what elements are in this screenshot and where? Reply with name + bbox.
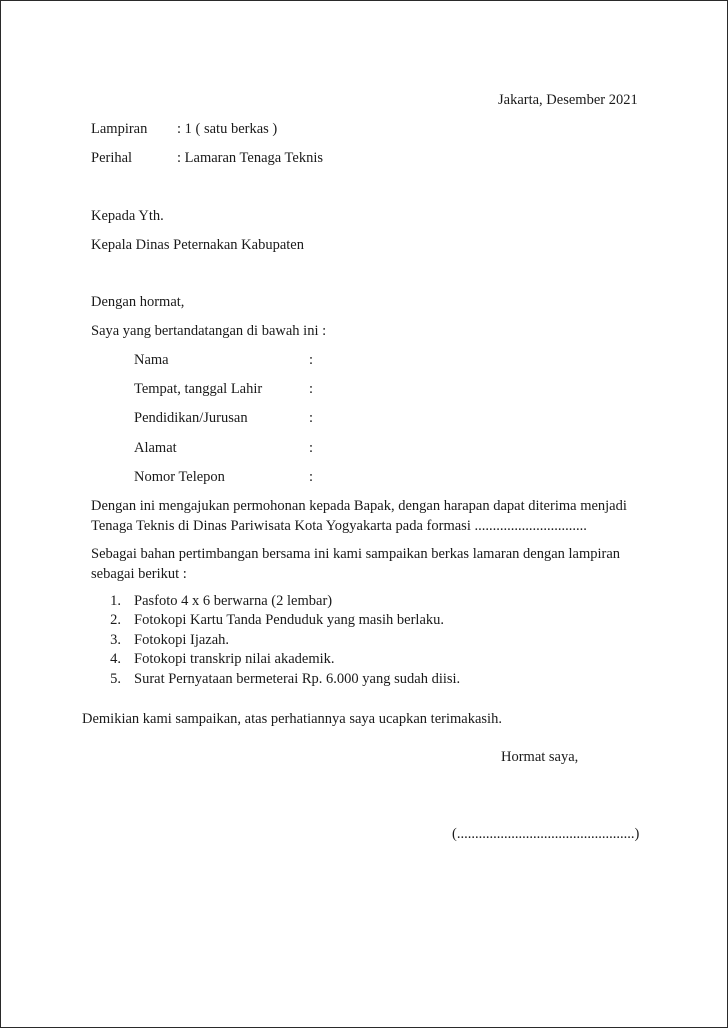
attachments-paragraph — [91, 544, 620, 584]
greeting: Dengan hormat, — [91, 294, 185, 310]
list-item: Fotokopi transkrip nilai akademik. — [134, 651, 335, 667]
application-paragraph — [91, 496, 627, 536]
recipient-name: Kepala Dinas Peternakan Kabupaten — [91, 237, 304, 253]
list-item: Pasfoto 4 x 6 berwarna (2 lembar) — [134, 593, 333, 609]
field-label-nama: Nama — [134, 352, 169, 368]
regards-text: Hormat saya, — [501, 749, 579, 765]
place-date: Jakarta, Desember 2021 — [498, 92, 638, 108]
list-number: 1. — [110, 593, 121, 609]
field-colon: : — [309, 410, 314, 426]
list-number: 2. — [110, 612, 121, 628]
closing-text: Demikian kami sampaikan, atas perhatiannya saya ucapkan terimakasih. — [82, 711, 502, 727]
paragraph-line: Tenaga Teknis di Dinas Pariwisata Kota Yogyakarta pada formasi ............................... — [91, 518, 587, 534]
list-number: 4. — [110, 651, 121, 667]
signature-line: (.................................................) — [452, 826, 640, 842]
field-colon: : — [309, 469, 314, 485]
list-item: Surat Pernyataan bermeterai Rp. 6.000 yang sudah diisi. — [134, 671, 461, 687]
paragraph-line: Dengan ini mengajukan permohonan kepada Bapak, dengan harapan dapat diterima menjadi — [91, 498, 627, 514]
paragraph-line: Sebagai bahan pertimbangan bersama ini kami sampaikan berkas lamaran dengan lampiran — [91, 546, 621, 562]
list-item: Fotokopi Ijazah. — [134, 632, 230, 648]
paragraph-line: sebagai berikut : — [91, 566, 187, 582]
recipient-to: Kepada Yth. — [91, 208, 164, 224]
field-label-tempat-tanggal-lahir: Tempat, tanggal Lahir — [134, 381, 263, 397]
field-colon: : — [309, 352, 314, 368]
field-label-pendidikan: Pendidikan/Jurusan — [134, 410, 248, 426]
list-number: 5. — [110, 671, 121, 687]
field-label-nomor-telepon: Nomor Telepon — [134, 469, 225, 485]
field-colon: : — [309, 381, 314, 397]
lampiran-value: : 1 ( satu berkas ) — [177, 121, 278, 137]
list-item: Fotokopi Kartu Tanda Penduduk yang masih berlaku. — [134, 612, 445, 628]
perihal-label: Perihal — [91, 150, 133, 166]
field-colon: : — [309, 440, 314, 456]
intro-text: Saya yang bertandatangan di bawah ini : — [91, 323, 327, 339]
perihal-value: : Lamaran Tenaga Teknis — [177, 150, 324, 166]
field-label-alamat: Alamat — [134, 440, 177, 456]
list-number: 3. — [110, 632, 121, 648]
lampiran-label: Lampiran — [91, 121, 148, 137]
